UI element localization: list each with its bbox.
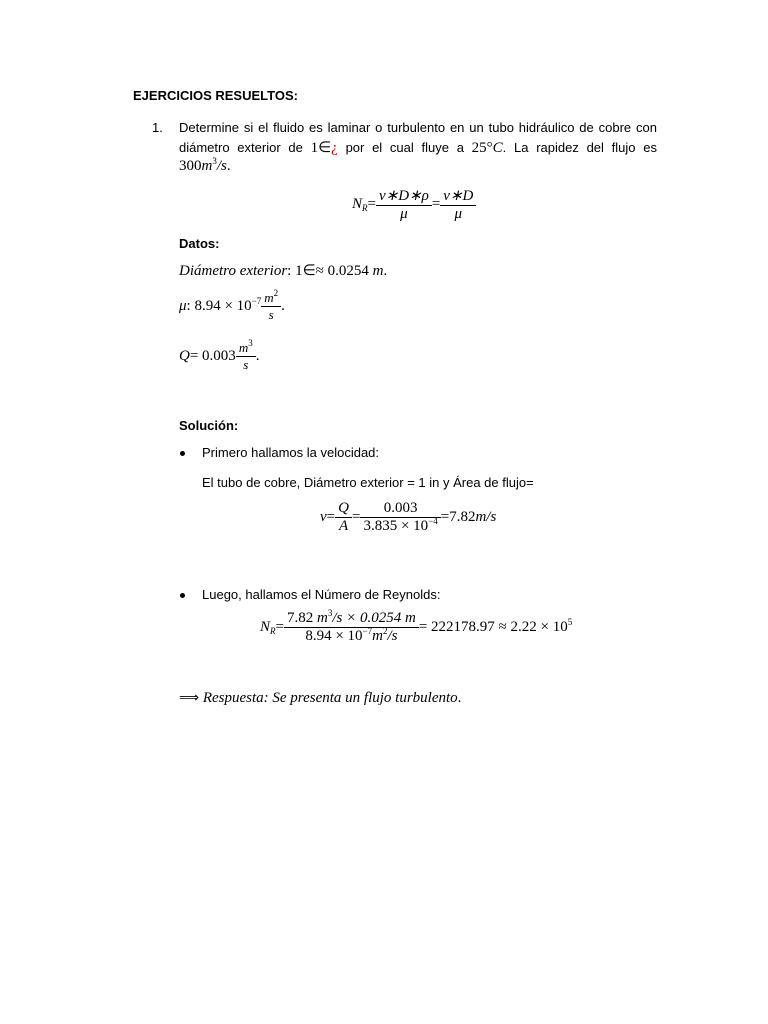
velocity-numerator: 0.003: [383, 500, 418, 516]
re-den-exp: −7: [362, 626, 373, 636]
fraction-1-numerator: v∗D∗ρ: [378, 188, 429, 204]
problem-line2-temperature: [472, 140, 503, 156]
flow-unit-m: m: [201, 158, 213, 174]
fraction-2: [440, 186, 476, 223]
q-unit-den: s: [243, 357, 249, 372]
reynolds-result-exp: 5: [567, 616, 573, 627]
reynolds-calculation: $N_R=$ $\frac{7.82 m^3/s \times 0.0254 m}{8.94 \times 10^{-7}m^2/s}$ = $222178.97 \approx 2.22 \times 10^5$: [260, 608, 573, 644]
velocity-denominator: 3.835 × 10: [363, 518, 429, 534]
q-unit-num: m: [238, 340, 249, 355]
problem-line-1: Determine si el fluido es laminar o turbulento en un tubo hidráulico de cobre con: [179, 120, 657, 135]
re-den-s: /s: [387, 628, 398, 644]
velocity-formula: v= $\frac{Q}{A}$ = $\frac{0.003}{3.835 \times 10^{-4}}$ =7.82m/s: [320, 500, 497, 534]
nr-subscript: R: [362, 202, 368, 213]
problem-number: 1.: [152, 120, 163, 135]
fraction-1-denominator: μ: [400, 206, 408, 222]
q-unit-num-exp: 3: [248, 338, 253, 348]
broken-glyph: ¿: [331, 140, 338, 156]
mu-unit-num-exp: 2: [273, 288, 279, 298]
fraction-1: [376, 186, 432, 223]
re-nr-subscript: R: [270, 625, 276, 636]
fraction-2-numerator: v∗D: [443, 188, 474, 204]
diameter-value-line: : 1∈≈ 0.0254: [287, 263, 369, 279]
diameter-unit: m: [372, 263, 384, 279]
problem-line2-text-c: . La rapidez del flujo es: [502, 140, 657, 155]
problem-line2-text-a: diámetro exterior de: [179, 140, 303, 155]
velocity-denominator-exp: −4: [428, 516, 438, 526]
nr-symbol: N: [352, 195, 363, 212]
re-num-unit: m: [404, 610, 416, 626]
element-of-symbol: ∈: [318, 140, 332, 156]
problem-line-3-flow: $300m^3/s$.: [179, 156, 231, 174]
re-num-velocity: 7.82: [286, 610, 314, 626]
datos-diameter: Diámetro exterior: 1∈≈ 0.0254 m.: [179, 263, 388, 279]
velocity-fraction: [360, 500, 440, 535]
mu-unit-num: m: [264, 290, 274, 305]
diameter-value: 1: [310, 140, 319, 156]
re-num-exp: 3: [327, 608, 333, 618]
problem-line2-diameter-math: [311, 140, 338, 156]
re-nr-symbol: N: [260, 618, 271, 635]
mu-symbol: μ: [179, 297, 187, 314]
q-symbol: Q: [179, 347, 190, 364]
a-letter: A: [338, 518, 349, 534]
tubo-line: El tubo de cobre, Diámetro exterior = 1 in y Área de flujo=: [202, 475, 534, 490]
bullet-2-icon: [180, 593, 185, 598]
velocity-symbol: v: [320, 508, 327, 525]
bullet-1-icon: [180, 451, 185, 456]
q-value: = 0.003: [189, 347, 236, 364]
bullet-1-text: Primero hallamos la velocidad:: [202, 445, 380, 460]
flow-unit-exp: 3: [212, 156, 217, 166]
temperature-value: 25°: [471, 140, 493, 156]
re-den-m-exp: 2: [382, 626, 388, 636]
mu-unit-den: s: [268, 307, 274, 322]
respuesta-label: Respuesta: [202, 690, 264, 706]
diameter-label: Diámetro exterior: [179, 263, 288, 279]
q-unit-fraction: [236, 340, 256, 373]
velocity-unit: m/s: [475, 508, 497, 525]
implies-arrow-icon: ⟹: [179, 690, 200, 706]
respuesta-line: [179, 690, 461, 707]
re-num-mid: /s × 0.0254: [332, 610, 402, 626]
velocity-result: =7.82: [440, 508, 476, 525]
datos-viscosity: μ: $8.94 \times 10^{-7}$ $\frac{m^2}{s}$ .: [179, 288, 285, 322]
page-heading: EJERCICIOS RESUELTOS:: [133, 88, 298, 103]
reynolds-formula: [352, 186, 476, 223]
q-over-a: [335, 500, 352, 535]
solucion-label: Solución:: [179, 418, 239, 433]
reynolds-result: = 222178.97 ≈ 2.22 × 10: [418, 618, 568, 635]
respuesta-dot: .: [457, 690, 462, 706]
flow-value: 300: [179, 158, 202, 174]
q-letter: Q: [338, 500, 349, 516]
problem-line-2: [179, 138, 657, 157]
re-den-value: 8.94 × 10: [305, 628, 363, 644]
fraction-2-denominator: μ: [454, 206, 463, 222]
temperature-unit: C: [492, 140, 503, 156]
problem-line2-text-b: por el cual fluye a: [345, 140, 464, 155]
mu-unit-fraction: [261, 290, 281, 323]
equals-sign-2: =: [431, 195, 441, 212]
re-den-m: m: [372, 628, 383, 644]
respuesta-text: : Se presenta un flujo turbulento: [263, 690, 458, 706]
reynolds-fraction: [284, 610, 419, 645]
flow-unit-s: /s: [216, 158, 227, 174]
bullet-2-text: Luego, hallamos el Número de Reynolds:: [202, 587, 441, 602]
mu-exponent: −7: [251, 295, 262, 306]
datos-flow: Q= 0.003 $\frac{m^3}{s}$ .: [179, 338, 260, 372]
re-num-m: m: [316, 610, 328, 626]
datos-label: Datos:: [179, 236, 220, 251]
equals-sign: =: [367, 195, 376, 212]
mu-value: : 8.94 × 10: [186, 297, 252, 314]
